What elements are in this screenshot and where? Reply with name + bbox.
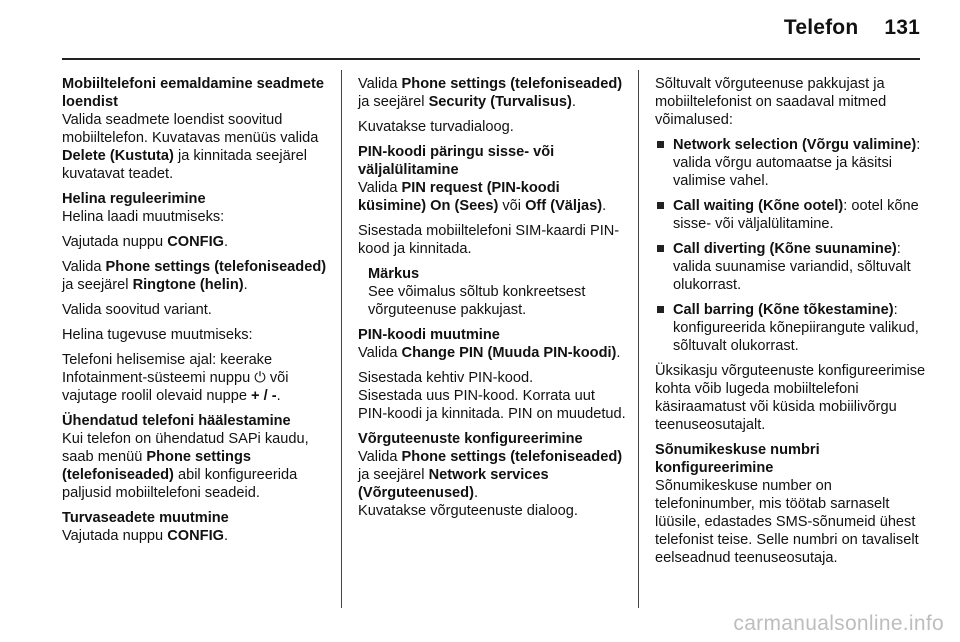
- text: abil konfigureerida paljusid mobiiltelefoni seadeid.: [62, 467, 298, 501]
- text: : ootel kõne sisse- või väljalülitamine.: [673, 198, 919, 232]
- section-network-services: [358, 430, 628, 520]
- menu-term: PIN request (PIN-koodi küsimine) On (Sees): [358, 180, 560, 214]
- page-number: 131: [884, 16, 920, 39]
- text: .: [224, 234, 229, 250]
- section-heading: Sõnumikeskuse numbri konfigureerimine: [655, 442, 820, 476]
- list-item: [655, 136, 927, 190]
- menu-term: Network services (Võrguteenused): [358, 467, 549, 501]
- button-term: CONFIG: [167, 528, 224, 544]
- page-header: [784, 16, 920, 40]
- menu-term: Change PIN (Muuda PIN-koodi): [401, 345, 617, 361]
- list-item: [655, 301, 927, 355]
- paragraph: [62, 233, 332, 251]
- section-connected-phone-settings: [62, 412, 332, 502]
- paragraph: Sisestada uus PIN-kood. Korrata uut PIN-koodi ja kinnitada. PIN on muudetud.: [358, 388, 626, 422]
- paragraph: Sõltuvalt võrguteenuse pakkujast ja mobiiltelefonist on saadaval mitmed võimalused:: [655, 76, 887, 128]
- paragraph: Kuvatakse turvadialoog.: [358, 119, 514, 135]
- paragraph: Sisestada mobiiltelefoni SIM-kaardi PIN-kood ja kinnitada.: [358, 223, 620, 257]
- text: Vajutada nuppu: [62, 528, 168, 544]
- menu-term: Security (Turvalisus): [428, 94, 572, 110]
- paragraph: [62, 430, 332, 502]
- list-item: [655, 197, 927, 233]
- paragraph: [358, 448, 628, 502]
- note-text: See võimalus sõltub konkreetsest võrguteenuse pakkujast.: [368, 284, 586, 318]
- note-box: [358, 265, 628, 319]
- text: Vajutada nuppu: [62, 234, 168, 250]
- column-divider-1: [341, 70, 342, 608]
- header-rule: [62, 58, 920, 60]
- section-message-center: [655, 441, 927, 567]
- paragraph: Üksikasju võrguteenuste konfigureerimise kohta võib lugeda mobiiltelefoni käsiraamatust või küsida mobiilivõrgu teenuseosutajalt.: [655, 363, 926, 433]
- menu-term: Phone settings (telefoniseaded): [401, 449, 623, 465]
- text: .: [224, 528, 229, 544]
- section-heading: Mobiiltelefoni eemaldamine seadmete loendist: [62, 76, 324, 110]
- paragraph: Helina laadi muutmiseks:: [62, 209, 225, 225]
- text: .: [571, 94, 576, 110]
- section-heading: PIN-koodi päringu sisse- või väljalülitamine: [358, 144, 555, 178]
- text: : konfigureerida kõnepiirangute valikud, sõltuvalt olukorrast.: [673, 302, 919, 354]
- column-divider-2: [638, 70, 639, 608]
- text: : valida suunamise variandid, sõltuvalt olukorrast.: [673, 241, 911, 293]
- menu-term: Call diverting (Kõne suunamine): [673, 241, 897, 257]
- section-change-pin: [358, 326, 628, 423]
- section-ringtone: [62, 190, 332, 405]
- text: ja seejärel: [358, 467, 429, 483]
- paragraph: Kuvatakse võrguteenuste dialoog.: [358, 503, 578, 519]
- section-heading: Turvaseadete muutmine: [62, 510, 229, 526]
- menu-term: Phone settings (telefoniseaded): [62, 449, 251, 483]
- menu-term: Call waiting (Kõne ootel): [673, 198, 844, 214]
- text: Valida: [358, 345, 402, 361]
- text: .: [602, 198, 607, 214]
- note-title: Märkus: [368, 266, 420, 282]
- section-heading: PIN-koodi muutmine: [358, 327, 500, 343]
- menu-term: Delete (Kustuta): [62, 148, 174, 164]
- text: : valida võrgu automaatse ja käsitsi valimise vahel.: [673, 137, 921, 189]
- power-knob-icon: ⏻: [254, 370, 266, 386]
- text: ja seejärel: [358, 94, 429, 110]
- menu-term: Phone settings (telefoniseaded): [401, 76, 623, 92]
- menu-term: Ringtone (helin): [132, 277, 244, 293]
- button-term: + / -: [251, 388, 277, 404]
- list-item: [655, 240, 927, 294]
- network-options-list: [655, 136, 927, 355]
- paragraph: [62, 111, 332, 183]
- paragraph: [62, 527, 332, 545]
- menu-term: Phone settings (telefoniseaded): [105, 259, 327, 275]
- section-remove-phone: [62, 75, 332, 183]
- text: Valida seadmete loendist soovitud mobiiltelefon. Kuvatavas menüüs valida: [62, 112, 319, 146]
- text: Valida: [358, 449, 402, 465]
- paragraph: Helina tugevuse muutmiseks:: [62, 327, 253, 343]
- menu-term: Off (Väljas): [525, 198, 603, 214]
- section-heading: Ühendatud telefoni häälestamine: [62, 413, 291, 429]
- paragraph: Sõnumikeskuse number on telefoninumber, mis töötab sarnaselt lüüsile, edastades SMS-sõnumeid ühest telefonist teise. Selle numbri on tavaliselt eelseadnud teenuseosutaja.: [655, 478, 919, 566]
- text: ja kinnitada seejärel kuvatavat teadet.: [62, 148, 307, 182]
- watermark: carmanualsonline.info: [733, 612, 944, 635]
- text: Kui telefon on ühendatud SAPi kaudu, saab menüü: [62, 431, 309, 465]
- paragraph: Valida soovitud variant.: [62, 302, 212, 318]
- section-heading: Helina reguleerimine: [62, 191, 206, 207]
- text: või vajutage roolil olevaid nuppe: [62, 370, 289, 404]
- paragraph: [62, 258, 332, 294]
- button-term: CONFIG: [167, 234, 224, 250]
- text: või: [498, 198, 526, 214]
- text: Valida: [358, 180, 402, 196]
- text: .: [243, 277, 248, 293]
- paragraph: Sisestada kehtiv PIN-kood.: [358, 370, 534, 386]
- text: ja seejärel: [62, 277, 133, 293]
- paragraph: [358, 179, 628, 215]
- menu-term: Network selection (Võrgu valimine): [673, 137, 917, 153]
- column-2: [358, 75, 628, 527]
- column-1: [62, 75, 332, 552]
- column-3: [655, 75, 927, 574]
- text: .: [616, 345, 621, 361]
- text: Valida: [358, 76, 402, 92]
- text: Telefoni helisemise ajal: keerake Infotainment-süsteemi nuppu: [62, 352, 273, 386]
- text: .: [473, 485, 479, 501]
- paragraph: [358, 75, 628, 111]
- menu-term: Call barring (Kõne tõkestamine): [673, 302, 894, 318]
- page-title: Telefon: [783, 16, 859, 39]
- text: Valida: [62, 259, 106, 275]
- text: .: [276, 388, 281, 404]
- section-heading: Võrguteenuste konfigureerimine: [358, 431, 583, 447]
- section-security-settings: [62, 509, 332, 545]
- section-pin-request: [358, 143, 628, 319]
- paragraph: [62, 351, 332, 405]
- paragraph: [358, 344, 628, 362]
